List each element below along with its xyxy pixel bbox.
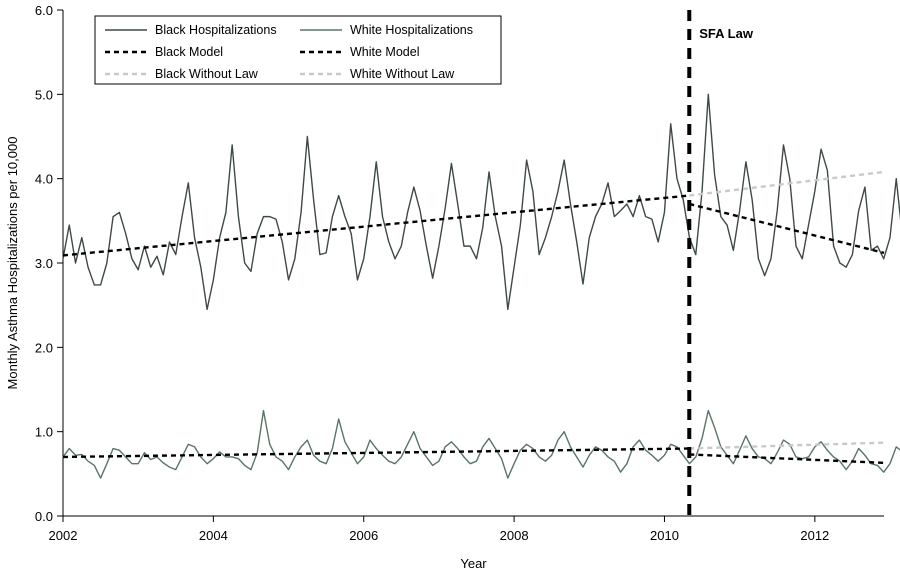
legend-label: Black Hospitalizations [155, 23, 277, 37]
legend-label: Black Without Law [155, 67, 258, 81]
series-white-model-seg0 [63, 449, 689, 457]
series-white-without-law-seg0 [689, 443, 884, 449]
y-tick-label: 0.0 [34, 509, 53, 524]
x-axis-title: Year [460, 556, 487, 571]
y-tick-label: 6.0 [34, 3, 53, 18]
y-tick-label: 4.0 [34, 171, 53, 187]
legend-label: White Hospitalizations [350, 23, 473, 37]
x-tick-label: 2004 [198, 528, 228, 543]
plot-area [5, 3, 900, 571]
legend-label: White Model [350, 45, 420, 59]
x-tick-label: 2002 [48, 528, 78, 543]
series-black-without-law-seg0 [689, 172, 884, 196]
series-black-hospitalizations [63, 94, 900, 309]
y-tick-label: 2.0 [34, 340, 53, 356]
series-white-hospitalizations [63, 411, 900, 478]
x-tick-label: 2012 [800, 528, 830, 543]
sfa-law-label: SFA Law [699, 26, 753, 41]
x-tick-label: 2008 [499, 528, 529, 543]
legend-label: Black Model [155, 45, 224, 59]
y-tick-label: 1.0 [34, 424, 53, 440]
legend-label: White Without Law [350, 67, 455, 81]
x-tick-label: 2006 [349, 528, 379, 543]
y-axis-title: Monthly Asthma Hospitalizations per 10,000 [5, 136, 20, 390]
y-tick-label: 3.0 [34, 256, 53, 271]
series-black-model-seg0 [63, 196, 689, 256]
series-black-model-seg1 [689, 204, 884, 253]
y-tick-label: 5.0 [34, 87, 53, 103]
x-tick-label: 2010 [650, 528, 679, 543]
